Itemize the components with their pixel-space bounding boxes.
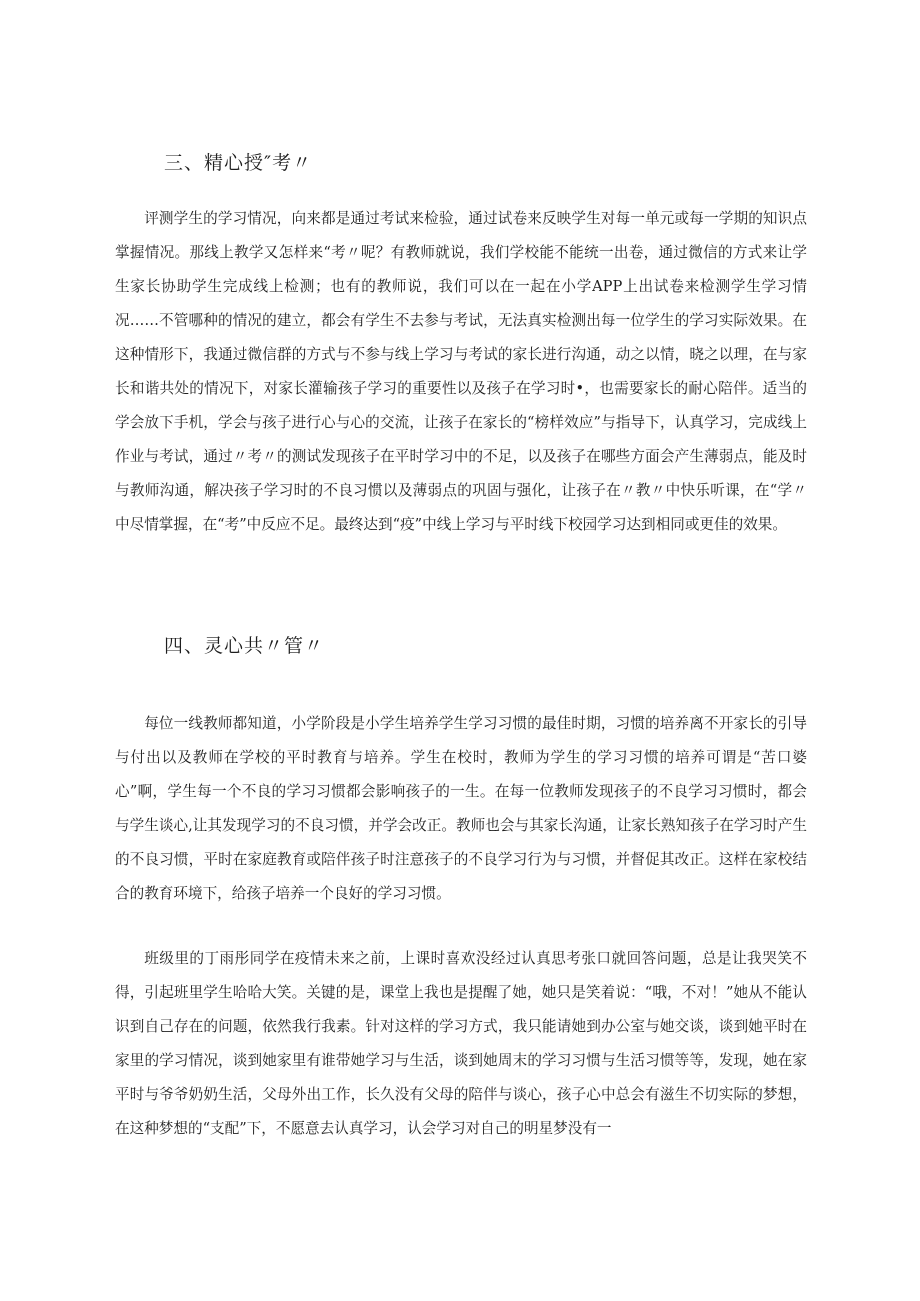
section-4-paragraph-1: 每位一线教师都知道，小学阶段是小学生培养学生学习习惯的最佳时期，习惯的培养离不开家长的引导与付出以及教师在学校的平时教育与培养。学生在校时，教师为学生的学习习惯的培养可谓是“苦口婆心”啊，学生每一个不良的学习习惯都会影响孩子的一生。在每一位教师发现孩子的不良学习习惯时，都会与学生谈心,让其发现学习的不良习惯，并学会改正。教师也会与其家长沟通，让家长熟知孩子在学习时产生的不良习惯，平时在家庭教育或陪伴孩子时注意孩子的不良学习行为与习惯，并督促其改正。这样在家校结合的教育环境下，给孩子培养一个良好的学习习惯。	[115, 715, 807, 902]
section-4-paragraph-2: 班级里的丁雨彤同学在疫情未来之前，上课时喜欢没经过认真思考张口就回答问题，总是让我哭笑不得，引起班里学生哈哈大笑。关键的是，课堂上我也是提醒了她，她只是笑着说：“哦，不对！”她从不能认识到自己存在的问题，依然我行我素。针对这样的学习方式，我只能请她到办公室与她交谈，谈到她平时在家里的学习情况，谈到她家里有谁带她学习与生活，谈到她周末的学习习惯与生活习惯等等，发现，她在家平时与爷爷奶奶生活，父母外出工作，长久没有父母的陪伴与谈心，孩子心中总会有滋生不切实际的梦想，在这种梦想的“支配”下，不愿意去认真学习，认会学习对自己的明星梦没有一	[115, 950, 807, 1137]
section-3-paragraph: 评测学生的学习情况，向来都是通过考试来检验，通过试卷来反映学生对每一单元或每一学期的知识点掌握情况。那线上教学又怎样来“考〃呢？有教师就说，我们学校能不能统一出卷，通过微信的方式来让学生家长协助学生完成线上检测；也有的教师说，我们可以在一起在小学APP上出试卷来检测学生学习情况……不管哪种的情况的建立，都会有学生不去参与考试，无法真实检测出每一位学生的学习实际效果。在这种情形下，我通过微信群的方式与不参与线上学习与考试的家长进行沟通，动之以情，晓之以理，在与家长和谐共处的情况下，对家长灌输孩子学习的重要性以及孩子在学习时•，也需要家长的耐心陪伴。适当的学会放下手机，学会与孩子进行心与心的交流，让孩子在家长的“榜样效应”与指导下，认真学习，完成线上作业与考试，通过〃考〃的测试发现孩子在平时学习中的不足，以及孩子在哪些方面会产生薄弱点，能及时与教师沟通，解决孩子学习时的不良习惯以及薄弱点的巩固与强化，让孩子在〃教〃中快乐听课，在“学〃中尽情掌握，在“考”中反应不足。最终达到“疫”中线上学习与平时线下校园学习达到相同或更佳的效果。	[115, 210, 807, 533]
section-heading-4: 四、灵心共〃管〃	[164, 635, 325, 657]
section-heading-3: 三、精心授″考〃	[164, 152, 313, 174]
